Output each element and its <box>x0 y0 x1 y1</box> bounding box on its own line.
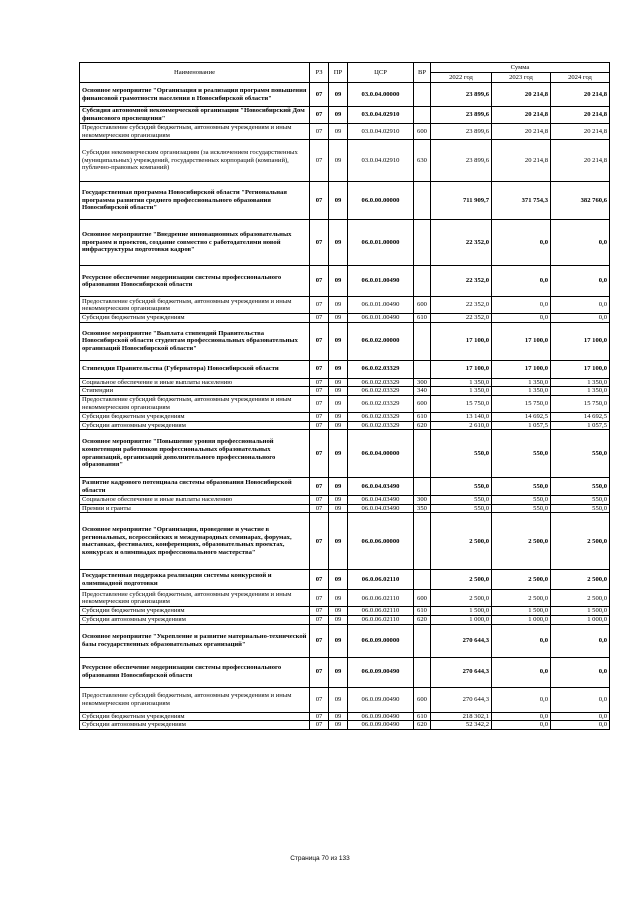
row-2022: 2 500,0 <box>431 513 492 570</box>
row-2022: 17 100,0 <box>431 360 492 378</box>
row-2024: 0,0 <box>551 220 610 266</box>
row-2023: 0,0 <box>492 266 551 297</box>
row-pr: 09 <box>329 570 348 590</box>
row-2023: 14 692,5 <box>492 412 551 421</box>
row-name: Государственная поддержка реализации системы конкурсной и олимпиадной подготовки <box>80 570 310 590</box>
row-vr <box>414 83 431 107</box>
row-rz: 07 <box>310 378 329 387</box>
row-name: Развитие кадрового потенциала системы образования Новосибирской области <box>80 478 310 496</box>
row-2024: 20 214,8 <box>551 83 610 107</box>
row-csr: 06.0.09.00490 <box>348 657 414 687</box>
table-row <box>80 712 610 721</box>
row-vr <box>414 220 431 266</box>
row-2024: 2 500,0 <box>551 590 610 607</box>
row-2024: 1 350,0 <box>551 378 610 387</box>
row-name: Субсидии бюджетным учреждениям <box>80 607 310 616</box>
row-name: Основное мероприятие "Организация, проведение и участие в региональных, всероссийских и международных семинарах, форумах, выставках, фестивалях, конференциях, образовательных проектах, конкурсах и олимпиадах профессионального мастерства" <box>80 513 310 570</box>
row-2023: 15 750,0 <box>492 395 551 412</box>
row-2024: 20 214,8 <box>551 140 610 182</box>
row-vr: 610 <box>414 607 431 616</box>
row-name: Субсидия автономной некоммерческой организации "Новосибирский Дом финансового просвещения" <box>80 107 310 124</box>
row-name: Стипендии <box>80 387 310 396</box>
row-csr: 06.0.02.03329 <box>348 412 414 421</box>
row-2022: 52 342,2 <box>431 721 492 730</box>
row-rz: 07 <box>310 266 329 297</box>
row-name: Субсидии автономным учреждениям <box>80 721 310 730</box>
row-rz: 07 <box>310 712 329 721</box>
row-vr: 620 <box>414 421 431 430</box>
row-2022: 2 500,0 <box>431 570 492 590</box>
row-2023: 550,0 <box>492 430 551 478</box>
row-vr: 630 <box>414 140 431 182</box>
col-header-name: Наименование <box>80 63 310 83</box>
col-header-vr: ВР <box>414 63 431 83</box>
row-2022: 270 644,3 <box>431 687 492 712</box>
row-csr: 06.0.01.00490 <box>348 266 414 297</box>
row-2022: 22 352,0 <box>431 266 492 297</box>
table-row <box>80 360 610 378</box>
row-2023: 0,0 <box>492 657 551 687</box>
row-vr: 610 <box>414 712 431 721</box>
row-csr: 06.0.09.00490 <box>348 712 414 721</box>
table-row <box>80 504 610 513</box>
page-number: Страница 70 из 133 <box>290 855 350 862</box>
table-row <box>80 378 610 387</box>
row-2022: 270 644,3 <box>431 624 492 657</box>
table-body <box>80 83 610 730</box>
row-2024: 550,0 <box>551 478 610 496</box>
row-vr: 600 <box>414 590 431 607</box>
row-2023: 0,0 <box>492 687 551 712</box>
row-2024: 1 000,0 <box>551 615 610 624</box>
row-name: Субсидии автономным учреждениям <box>80 615 310 624</box>
table-row <box>80 478 610 496</box>
row-csr: 03.0.04.02910 <box>348 124 414 140</box>
row-name: Субсидии бюджетным учреждениям <box>80 314 310 323</box>
row-vr: 620 <box>414 615 431 624</box>
row-name: Основное мероприятие "Внедрение инновационных образовательных программ и проектов, создание совместно с работодателями новой инфраструктуры подготовки кадров" <box>80 220 310 266</box>
row-rz: 07 <box>310 570 329 590</box>
row-csr: 03.0.04.02910 <box>348 140 414 182</box>
row-2024: 0,0 <box>551 657 610 687</box>
row-rz: 07 <box>310 360 329 378</box>
row-rz: 07 <box>310 387 329 396</box>
row-2024: 14 692,5 <box>551 412 610 421</box>
row-2023: 2 500,0 <box>492 513 551 570</box>
row-2023: 371 754,3 <box>492 182 551 220</box>
row-csr: 06.0.04.03490 <box>348 496 414 505</box>
row-2024: 20 214,8 <box>551 124 610 140</box>
row-2022: 550,0 <box>431 430 492 478</box>
row-2024: 0,0 <box>551 712 610 721</box>
row-pr: 09 <box>329 297 348 314</box>
col-header-rz: РЗ <box>310 63 329 83</box>
row-2024: 20 214,8 <box>551 107 610 124</box>
row-csr: 06.0.02.03329 <box>348 387 414 396</box>
row-csr: 06.0.04.03490 <box>348 504 414 513</box>
row-2023: 0,0 <box>492 624 551 657</box>
row-vr <box>414 266 431 297</box>
col-header-sum: Сумма <box>431 63 610 73</box>
row-2024: 0,0 <box>551 314 610 323</box>
row-2022: 22 352,0 <box>431 220 492 266</box>
row-rz: 07 <box>310 220 329 266</box>
row-vr: 610 <box>414 314 431 323</box>
row-2022: 270 644,3 <box>431 657 492 687</box>
row-csr: 06.0.06.02110 <box>348 615 414 624</box>
row-2024: 2 500,0 <box>551 570 610 590</box>
row-vr <box>414 430 431 478</box>
row-rz: 07 <box>310 513 329 570</box>
row-name: Основное мероприятие "Повышение уровня профессиональной компетенции работников профессиональных образовательных организаций, организаций дополнительного профессионального образования" <box>80 430 310 478</box>
row-pr: 09 <box>329 360 348 378</box>
row-csr: 06.0.09.00490 <box>348 687 414 712</box>
table-row <box>80 590 610 607</box>
row-2024: 0,0 <box>551 624 610 657</box>
row-2022: 711 909,7 <box>431 182 492 220</box>
row-rz: 07 <box>310 590 329 607</box>
row-name: Премии и гранты <box>80 504 310 513</box>
row-vr <box>414 624 431 657</box>
col-header-2023: 2023 год <box>492 73 551 83</box>
row-vr <box>414 107 431 124</box>
row-2023: 2 500,0 <box>492 570 551 590</box>
row-vr <box>414 182 431 220</box>
row-csr: 06.0.02.03329 <box>348 421 414 430</box>
row-csr: 06.0.04.00000 <box>348 430 414 478</box>
row-2023: 0,0 <box>492 220 551 266</box>
col-header-pr: ПР <box>329 63 348 83</box>
row-vr: 350 <box>414 504 431 513</box>
row-2022: 550,0 <box>431 504 492 513</box>
table-row <box>80 182 610 220</box>
row-csr: 06.0.02.03329 <box>348 378 414 387</box>
row-rz: 07 <box>310 657 329 687</box>
row-2024: 1 350,0 <box>551 387 610 396</box>
row-2024: 0,0 <box>551 266 610 297</box>
row-name: Субсидии бюджетным учреждениям <box>80 712 310 721</box>
table-row <box>80 322 610 360</box>
row-2022: 1 350,0 <box>431 378 492 387</box>
row-name: Основное мероприятие "Организация и реализация программ повышения финансовой грамотности населения в Новосибирской области" <box>80 83 310 107</box>
row-pr: 09 <box>329 430 348 478</box>
row-2023: 550,0 <box>492 478 551 496</box>
row-rz: 07 <box>310 83 329 107</box>
row-name: Социальное обеспечение и иные выплаты населению <box>80 378 310 387</box>
row-2023: 17 100,0 <box>492 360 551 378</box>
row-rz: 07 <box>310 124 329 140</box>
row-csr: 06.0.06.00000 <box>348 513 414 570</box>
col-header-2022: 2022 год <box>431 73 492 83</box>
row-rz: 07 <box>310 496 329 505</box>
row-2022: 1 000,0 <box>431 615 492 624</box>
row-2024: 550,0 <box>551 430 610 478</box>
row-2022: 22 352,0 <box>431 297 492 314</box>
row-2023: 1 350,0 <box>492 378 551 387</box>
row-vr: 300 <box>414 378 431 387</box>
row-csr: 06.0.02.00000 <box>348 322 414 360</box>
table-row <box>80 107 610 124</box>
row-pr: 09 <box>329 712 348 721</box>
row-2023: 1 000,0 <box>492 615 551 624</box>
row-name: Стипендия Правительства (Губернатора) Новосибирской области <box>80 360 310 378</box>
row-2022: 15 750,0 <box>431 395 492 412</box>
row-2023: 2 500,0 <box>492 590 551 607</box>
row-pr: 09 <box>329 107 348 124</box>
row-name: Предоставление субсидий бюджетным, автономным учреждениям и иным некоммерческим организациям <box>80 124 310 140</box>
row-rz: 07 <box>310 412 329 421</box>
table-row <box>80 124 610 140</box>
table-row <box>80 687 610 712</box>
row-pr: 09 <box>329 607 348 616</box>
row-pr: 09 <box>329 140 348 182</box>
row-name: Ресурсное обеспечение модернизации системы профессионального образования Новосибирской области <box>80 266 310 297</box>
table-row <box>80 387 610 396</box>
table-row <box>80 412 610 421</box>
row-pr: 09 <box>329 721 348 730</box>
budget-sheet <box>79 62 609 730</box>
table-row <box>80 220 610 266</box>
table-row <box>80 624 610 657</box>
row-2023: 20 214,8 <box>492 107 551 124</box>
row-rz: 07 <box>310 421 329 430</box>
table-header <box>80 63 610 83</box>
row-csr: 06.0.06.02110 <box>348 570 414 590</box>
table-row <box>80 297 610 314</box>
row-rz: 07 <box>310 182 329 220</box>
row-name: Предоставление субсидий бюджетным, автономным учреждениям и иным некоммерческим организациям <box>80 687 310 712</box>
row-pr: 09 <box>329 387 348 396</box>
row-vr: 340 <box>414 387 431 396</box>
table-row <box>80 395 610 412</box>
row-2023: 0,0 <box>492 712 551 721</box>
row-rz: 07 <box>310 107 329 124</box>
row-name: Субсидии некоммерческим организациям (за исключением государственных (муниципальных) учреждений, государственных корпораций (компаний), публично-правовых компаний) <box>80 140 310 182</box>
table-row <box>80 615 610 624</box>
row-2023: 20 214,8 <box>492 124 551 140</box>
row-csr: 03.0.04.00000 <box>348 83 414 107</box>
row-pr: 09 <box>329 395 348 412</box>
row-csr: 06.0.02.03329 <box>348 360 414 378</box>
row-2024: 0,0 <box>551 297 610 314</box>
row-pr: 09 <box>329 624 348 657</box>
row-2022: 550,0 <box>431 496 492 505</box>
table-row <box>80 430 610 478</box>
table-row <box>80 607 610 616</box>
row-rz: 07 <box>310 721 329 730</box>
row-vr <box>414 657 431 687</box>
table-row <box>80 83 610 107</box>
row-pr: 09 <box>329 322 348 360</box>
row-2023: 1 500,0 <box>492 607 551 616</box>
row-name: Основное мероприятие "Укрепление и развитие материально-технической базы государственных образовательных организаций" <box>80 624 310 657</box>
row-2024: 1 500,0 <box>551 607 610 616</box>
row-2022: 23 899,6 <box>431 107 492 124</box>
table-row <box>80 657 610 687</box>
row-2022: 23 899,6 <box>431 140 492 182</box>
row-2022: 1 500,0 <box>431 607 492 616</box>
row-csr: 06.0.02.03329 <box>348 395 414 412</box>
row-2022: 23 899,6 <box>431 124 492 140</box>
row-vr: 600 <box>414 395 431 412</box>
row-csr: 06.0.01.00000 <box>348 220 414 266</box>
table-row <box>80 140 610 182</box>
row-pr: 09 <box>329 182 348 220</box>
row-pr: 09 <box>329 496 348 505</box>
row-pr: 09 <box>329 266 348 297</box>
row-name: Социальное обеспечение и иные выплаты населению <box>80 496 310 505</box>
row-2022: 218 302,1 <box>431 712 492 721</box>
row-rz: 07 <box>310 624 329 657</box>
table-row <box>80 721 610 730</box>
row-vr <box>414 360 431 378</box>
row-2024: 382 760,6 <box>551 182 610 220</box>
row-csr: 06.0.01.00490 <box>348 297 414 314</box>
row-pr: 09 <box>329 615 348 624</box>
row-2024: 0,0 <box>551 687 610 712</box>
row-2024: 550,0 <box>551 496 610 505</box>
row-2024: 17 100,0 <box>551 360 610 378</box>
row-rz: 07 <box>310 430 329 478</box>
row-2022: 2 610,0 <box>431 421 492 430</box>
row-2023: 550,0 <box>492 504 551 513</box>
row-name: Субсидии бюджетным учреждениям <box>80 412 310 421</box>
row-csr: 06.0.06.02110 <box>348 590 414 607</box>
row-name: Основное мероприятие "Выплата стипендий Правительства Новосибирской области студентам профессиональных образовательных организаций Новосибирской области" <box>80 322 310 360</box>
row-vr: 600 <box>414 124 431 140</box>
row-vr <box>414 322 431 360</box>
row-name: Предоставление субсидий бюджетным, автономным учреждениям и иным некоммерческим организациям <box>80 590 310 607</box>
row-2023: 1 057,5 <box>492 421 551 430</box>
row-2022: 550,0 <box>431 478 492 496</box>
row-csr: 06.0.06.02110 <box>348 607 414 616</box>
row-2023: 1 350,0 <box>492 387 551 396</box>
row-2024: 15 750,0 <box>551 395 610 412</box>
row-pr: 09 <box>329 378 348 387</box>
budget-table <box>79 62 610 730</box>
row-vr: 600 <box>414 687 431 712</box>
row-2022: 13 140,0 <box>431 412 492 421</box>
row-rz: 07 <box>310 607 329 616</box>
row-rz: 07 <box>310 322 329 360</box>
row-vr <box>414 570 431 590</box>
row-name: Предоставление субсидий бюджетным, автономным учреждениям и иным некоммерческим организациям <box>80 395 310 412</box>
table-row <box>80 314 610 323</box>
row-pr: 09 <box>329 421 348 430</box>
row-rz: 07 <box>310 687 329 712</box>
row-pr: 09 <box>329 657 348 687</box>
row-pr: 09 <box>329 590 348 607</box>
row-2023: 550,0 <box>492 496 551 505</box>
row-rz: 07 <box>310 395 329 412</box>
table-row <box>80 266 610 297</box>
table-row <box>80 496 610 505</box>
row-pr: 09 <box>329 412 348 421</box>
row-2023: 20 214,8 <box>492 140 551 182</box>
row-2022: 2 500,0 <box>431 590 492 607</box>
row-pr: 09 <box>329 83 348 107</box>
row-2024: 550,0 <box>551 504 610 513</box>
row-2022: 22 352,0 <box>431 314 492 323</box>
row-name: Предоставление субсидий бюджетным, автономным учреждениям и иным некоммерческим организациям <box>80 297 310 314</box>
row-2023: 0,0 <box>492 721 551 730</box>
row-2023: 17 100,0 <box>492 322 551 360</box>
row-csr: 03.0.04.02910 <box>348 107 414 124</box>
col-header-2024: 2024 год <box>551 73 610 83</box>
row-rz: 07 <box>310 314 329 323</box>
row-vr: 300 <box>414 496 431 505</box>
row-2024: 17 100,0 <box>551 322 610 360</box>
row-csr: 06.0.09.00490 <box>348 721 414 730</box>
row-name: Ресурсное обеспечение модернизации системы профессионального образования Новосибирской области <box>80 657 310 687</box>
row-vr <box>414 513 431 570</box>
row-csr: 06.0.00.00000 <box>348 182 414 220</box>
row-rz: 07 <box>310 478 329 496</box>
row-csr: 06.0.09.00000 <box>348 624 414 657</box>
row-name: Субсидии автономным учреждениям <box>80 421 310 430</box>
row-2024: 1 057,5 <box>551 421 610 430</box>
row-2022: 23 899,6 <box>431 83 492 107</box>
row-pr: 09 <box>329 513 348 570</box>
row-2023: 0,0 <box>492 314 551 323</box>
row-name: Государственная программа Новосибирской области "Региональная программа развития среднего профессионального образования Новосибирской области" <box>80 182 310 220</box>
row-pr: 09 <box>329 220 348 266</box>
row-2022: 1 350,0 <box>431 387 492 396</box>
row-2024: 0,0 <box>551 721 610 730</box>
table-row <box>80 570 610 590</box>
row-2023: 20 214,8 <box>492 83 551 107</box>
table-row <box>80 513 610 570</box>
row-csr: 06.0.01.00490 <box>348 314 414 323</box>
table-row <box>80 421 610 430</box>
row-vr: 610 <box>414 412 431 421</box>
row-csr: 06.0.04.03490 <box>348 478 414 496</box>
row-2024: 2 500,0 <box>551 513 610 570</box>
row-vr <box>414 478 431 496</box>
row-vr: 600 <box>414 297 431 314</box>
row-rz: 07 <box>310 297 329 314</box>
row-2022: 17 100,0 <box>431 322 492 360</box>
row-rz: 07 <box>310 504 329 513</box>
row-pr: 09 <box>329 314 348 323</box>
row-vr: 620 <box>414 721 431 730</box>
row-pr: 09 <box>329 504 348 513</box>
row-rz: 07 <box>310 140 329 182</box>
row-pr: 09 <box>329 687 348 712</box>
row-2023: 0,0 <box>492 297 551 314</box>
row-pr: 09 <box>329 478 348 496</box>
row-rz: 07 <box>310 615 329 624</box>
row-pr: 09 <box>329 124 348 140</box>
col-header-csr: ЦСР <box>348 63 414 83</box>
